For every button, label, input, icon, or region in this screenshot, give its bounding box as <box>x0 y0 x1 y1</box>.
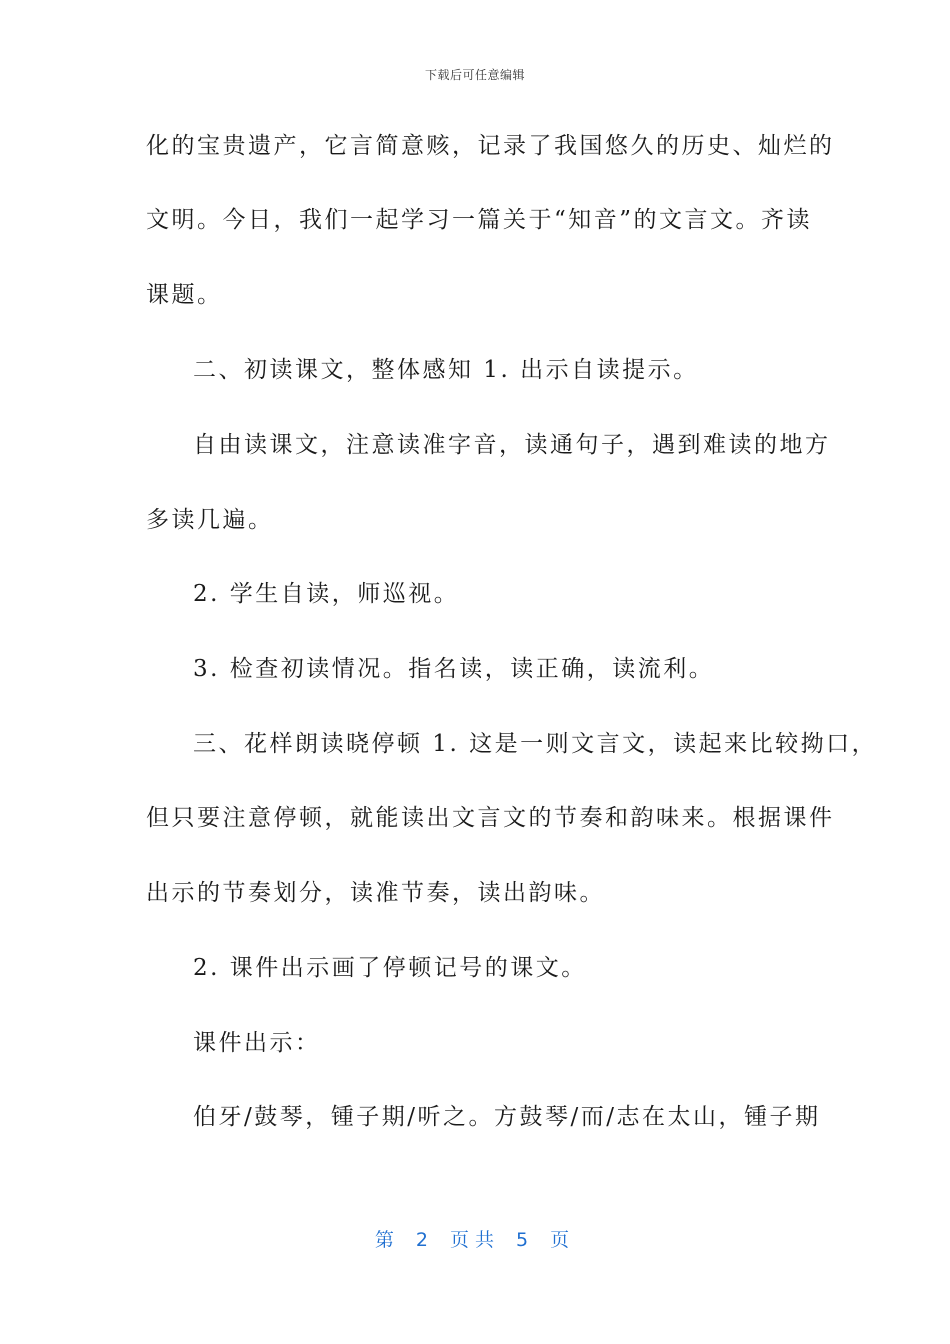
section-heading: 三、花样朗读晓停顿 1. 这是一则文言文，读起来比较拗口， <box>193 731 878 757</box>
page-number-footer: 第 2 页共 5 页 <box>374 1229 576 1251</box>
paragraph-line: 但只要注意停顿，就能读出文言文的节奏和韵味来。根据课件 <box>146 805 835 831</box>
paragraph-line: 出示的节奏划分，读准节奏，读出韵味。 <box>146 880 605 906</box>
paragraph-line: 伯牙/鼓琴，锺子期/听之。方鼓琴/而/志在太山，锺子期 <box>193 1104 821 1130</box>
section-heading: 二、初读课文，整体感知 1. 出示自读提示。 <box>193 357 699 383</box>
paragraph-line: 自由读课文，注意读准字音，读通句子，遇到难读的地方 <box>193 432 831 458</box>
paragraph-line: 2. 课件出示画了停顿记号的课文。 <box>193 955 587 981</box>
paragraph-line: 2. 学生自读，师巡视。 <box>193 581 460 607</box>
header-note: 下载后可任意编辑 <box>424 68 525 82</box>
paragraph-line: 课题。 <box>146 282 223 308</box>
paragraph-line: 3. 检查初读情况。指名读，读正确，读流利。 <box>193 656 715 682</box>
paragraph-line: 课件出示： <box>193 1030 321 1056</box>
paragraph-line: 文明。今日，我们一起学习一篇关于“知音”的文言文。齐读 <box>146 207 813 233</box>
paragraph-line: 多读几遍。 <box>146 507 274 533</box>
paragraph-line: 化的宝贵遗产，它言简意赅，记录了我国悠久的历史、灿烂的 <box>146 133 835 159</box>
